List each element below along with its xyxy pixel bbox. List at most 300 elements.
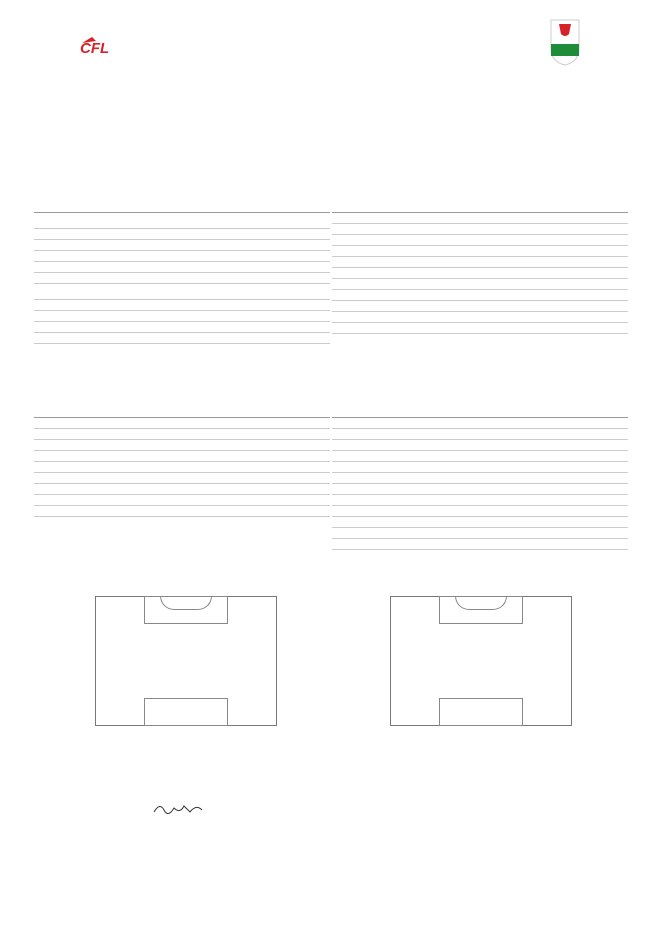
player-cell <box>277 495 298 506</box>
player-cell <box>206 229 227 240</box>
player-cell <box>526 429 575 440</box>
player-cell <box>206 462 227 473</box>
player-row <box>34 229 330 240</box>
player-row <box>332 257 628 268</box>
center-arc <box>160 596 212 610</box>
player-cell <box>355 451 383 462</box>
player-cell <box>443 279 505 290</box>
player-row <box>34 506 330 517</box>
player-cell <box>34 484 57 495</box>
player-row <box>34 462 330 473</box>
column-header <box>34 200 57 213</box>
player-cell <box>228 284 277 300</box>
player-cell <box>526 484 575 495</box>
player-cell <box>355 484 383 495</box>
player-cell <box>443 290 505 301</box>
player-cell <box>383 418 443 429</box>
player-cell <box>526 462 575 473</box>
player-cell <box>332 301 355 312</box>
player-cell <box>332 451 355 462</box>
player-cell <box>332 495 355 506</box>
player-cell <box>504 235 525 246</box>
player-cell <box>298 333 330 344</box>
player-cell <box>596 517 628 528</box>
player-cell <box>228 418 277 429</box>
player-row <box>34 473 330 484</box>
player-cell <box>443 528 505 539</box>
player-cell <box>575 224 596 235</box>
column-header <box>85 405 145 418</box>
player-cell <box>85 251 145 262</box>
player-cell <box>206 300 227 311</box>
player-cell <box>145 229 207 240</box>
column-header <box>34 405 57 418</box>
player-cell <box>596 235 628 246</box>
player-row <box>34 451 330 462</box>
player-cell <box>277 473 298 484</box>
player-row <box>34 429 330 440</box>
player-cell <box>596 528 628 539</box>
player-cell <box>355 224 383 235</box>
player-row <box>34 484 330 495</box>
player-cell <box>596 473 628 484</box>
player-cell <box>228 462 277 473</box>
player-cell <box>443 517 505 528</box>
player-cell <box>504 429 525 440</box>
player-cell <box>443 429 505 440</box>
column-header <box>596 200 628 213</box>
column-header <box>355 405 383 418</box>
player-cell <box>145 333 207 344</box>
player-cell <box>504 246 525 257</box>
column-header <box>332 405 355 418</box>
player-cell <box>228 506 277 517</box>
player-row <box>332 301 628 312</box>
player-cell <box>277 462 298 473</box>
player-cell <box>526 473 575 484</box>
player-cell <box>332 418 355 429</box>
player-cell <box>596 246 628 257</box>
player-cell <box>383 517 443 528</box>
player-cell <box>206 440 227 451</box>
player-cell <box>57 213 85 229</box>
player-cell <box>504 495 525 506</box>
player-cell <box>206 262 227 273</box>
player-cell <box>575 290 596 301</box>
player-cell <box>85 451 145 462</box>
player-cell <box>206 284 227 300</box>
player-cell <box>57 322 85 333</box>
player-cell <box>85 262 145 273</box>
player-cell <box>298 429 330 440</box>
player-cell <box>504 473 525 484</box>
player-cell <box>277 429 298 440</box>
column-header <box>57 200 85 213</box>
player-cell <box>228 495 277 506</box>
player-cell <box>526 301 575 312</box>
column-header <box>383 200 443 213</box>
player-cell <box>57 462 85 473</box>
player-cell <box>383 224 443 235</box>
player-cell <box>332 429 355 440</box>
player-cell <box>575 473 596 484</box>
player-cell <box>145 311 207 322</box>
player-cell <box>443 506 505 517</box>
player-cell <box>228 229 277 240</box>
player-cell <box>298 418 330 429</box>
player-cell <box>298 322 330 333</box>
player-cell <box>228 451 277 462</box>
player-row <box>332 213 628 224</box>
player-row <box>332 539 628 550</box>
player-cell <box>575 268 596 279</box>
player-cell <box>383 473 443 484</box>
player-cell <box>596 484 628 495</box>
player-cell <box>228 484 277 495</box>
player-cell <box>145 484 207 495</box>
player-cell <box>526 279 575 290</box>
player-cell <box>277 262 298 273</box>
player-cell <box>504 451 525 462</box>
player-cell <box>332 517 355 528</box>
home-formation-pitch <box>95 596 277 726</box>
player-cell <box>383 440 443 451</box>
player-cell <box>526 213 575 224</box>
player-row <box>34 440 330 451</box>
player-cell <box>596 440 628 451</box>
away-starting-table <box>332 200 628 334</box>
player-cell <box>57 429 85 440</box>
player-cell <box>277 451 298 462</box>
svg-text:CFL: CFL <box>80 40 110 57</box>
home-subs-table <box>34 405 330 517</box>
player-cell <box>34 251 57 262</box>
player-cell <box>443 473 505 484</box>
player-cell <box>228 300 277 311</box>
column-header <box>575 405 596 418</box>
player-cell <box>355 473 383 484</box>
player-cell <box>383 539 443 550</box>
player-cell <box>355 418 383 429</box>
player-cell <box>34 462 57 473</box>
player-row <box>34 418 330 429</box>
player-row <box>332 235 628 246</box>
player-cell <box>355 539 383 550</box>
player-cell <box>596 224 628 235</box>
player-row <box>332 312 628 323</box>
player-cell <box>575 312 596 323</box>
player-cell <box>277 322 298 333</box>
player-cell <box>57 418 85 429</box>
player-cell <box>145 451 207 462</box>
player-cell <box>575 213 596 224</box>
player-cell <box>383 323 443 334</box>
player-cell <box>206 251 227 262</box>
player-cell <box>526 528 575 539</box>
player-cell <box>575 517 596 528</box>
player-cell <box>145 418 207 429</box>
player-cell <box>504 539 525 550</box>
player-cell <box>145 240 207 251</box>
player-row <box>332 440 628 451</box>
player-cell <box>383 312 443 323</box>
player-cell <box>443 539 505 550</box>
player-cell <box>85 273 145 284</box>
player-cell <box>85 506 145 517</box>
player-cell <box>57 506 85 517</box>
player-cell <box>57 311 85 322</box>
player-cell <box>298 473 330 484</box>
player-cell <box>526 517 575 528</box>
penalty-box <box>439 698 523 726</box>
player-cell <box>355 279 383 290</box>
player-cell <box>596 462 628 473</box>
player-row <box>332 473 628 484</box>
player-cell <box>34 273 57 284</box>
column-header <box>145 200 207 213</box>
player-cell <box>57 484 85 495</box>
player-cell <box>298 506 330 517</box>
player-cell <box>332 246 355 257</box>
column-header <box>228 405 277 418</box>
player-cell <box>575 323 596 334</box>
player-cell <box>85 429 145 440</box>
player-cell <box>228 262 277 273</box>
player-cell <box>332 462 355 473</box>
player-cell <box>355 290 383 301</box>
player-row <box>34 300 330 311</box>
player-cell <box>277 484 298 495</box>
player-cell <box>145 213 207 229</box>
player-cell <box>443 451 505 462</box>
player-cell <box>383 268 443 279</box>
player-cell <box>504 290 525 301</box>
player-row <box>34 495 330 506</box>
column-header <box>355 200 383 213</box>
player-cell <box>277 333 298 344</box>
player-cell <box>277 311 298 322</box>
player-cell <box>277 506 298 517</box>
column-header <box>298 405 330 418</box>
player-cell <box>145 462 207 473</box>
player-cell <box>57 440 85 451</box>
player-cell <box>34 506 57 517</box>
player-cell <box>355 517 383 528</box>
player-cell <box>85 495 145 506</box>
player-cell <box>504 257 525 268</box>
player-row <box>332 290 628 301</box>
officials-grid <box>40 111 630 159</box>
player-row <box>332 246 628 257</box>
player-cell <box>504 323 525 334</box>
player-cell <box>85 418 145 429</box>
player-cell <box>355 257 383 268</box>
player-cell <box>575 462 596 473</box>
player-cell <box>596 268 628 279</box>
column-header <box>277 405 298 418</box>
player-cell <box>575 495 596 506</box>
player-cell <box>332 312 355 323</box>
penalty-box <box>144 698 228 726</box>
player-cell <box>34 495 57 506</box>
player-cell <box>85 473 145 484</box>
player-cell <box>206 213 227 229</box>
player-cell <box>596 539 628 550</box>
league-cup-logo <box>545 18 585 66</box>
column-header <box>206 405 227 418</box>
player-cell <box>504 224 525 235</box>
player-cell <box>575 418 596 429</box>
player-cell <box>575 235 596 246</box>
player-cell <box>526 440 575 451</box>
player-cell <box>277 240 298 251</box>
player-cell <box>355 429 383 440</box>
player-cell <box>575 429 596 440</box>
player-cell <box>332 484 355 495</box>
player-cell <box>504 279 525 290</box>
player-cell <box>355 268 383 279</box>
player-cell <box>228 311 277 322</box>
player-cell <box>57 451 85 462</box>
player-cell <box>443 418 505 429</box>
player-cell <box>34 473 57 484</box>
player-cell <box>85 440 145 451</box>
player-cell <box>145 429 207 440</box>
player-cell <box>332 539 355 550</box>
player-cell <box>526 235 575 246</box>
player-cell <box>575 539 596 550</box>
player-cell <box>355 235 383 246</box>
player-cell <box>277 284 298 300</box>
player-cell <box>443 440 505 451</box>
player-cell <box>206 273 227 284</box>
player-cell <box>526 290 575 301</box>
player-cell <box>596 279 628 290</box>
column-header <box>443 200 505 213</box>
player-row <box>332 506 628 517</box>
player-cell <box>145 251 207 262</box>
player-cell <box>504 528 525 539</box>
player-cell <box>355 246 383 257</box>
player-cell <box>383 279 443 290</box>
player-row <box>332 495 628 506</box>
player-cell <box>34 240 57 251</box>
player-cell <box>526 506 575 517</box>
player-cell <box>504 506 525 517</box>
player-cell <box>332 440 355 451</box>
player-cell <box>298 240 330 251</box>
player-cell <box>332 290 355 301</box>
player-cell <box>57 273 85 284</box>
column-header <box>526 405 575 418</box>
player-cell <box>206 484 227 495</box>
player-cell <box>34 451 57 462</box>
player-cell <box>575 257 596 268</box>
player-cell <box>57 262 85 273</box>
player-cell <box>526 418 575 429</box>
column-header <box>504 405 525 418</box>
player-cell <box>85 333 145 344</box>
player-cell <box>383 246 443 257</box>
player-cell <box>298 440 330 451</box>
player-cell <box>277 229 298 240</box>
player-cell <box>575 246 596 257</box>
player-row <box>332 323 628 334</box>
player-cell <box>145 262 207 273</box>
player-cell <box>85 484 145 495</box>
player-cell <box>206 451 227 462</box>
player-cell <box>206 333 227 344</box>
player-cell <box>34 284 57 300</box>
player-row <box>34 322 330 333</box>
player-cell <box>277 273 298 284</box>
player-cell <box>526 451 575 462</box>
player-cell <box>575 301 596 312</box>
player-cell <box>526 246 575 257</box>
player-cell <box>57 473 85 484</box>
player-cell <box>504 484 525 495</box>
player-cell <box>145 322 207 333</box>
column-header <box>332 200 355 213</box>
player-cell <box>443 224 505 235</box>
player-row <box>34 333 330 344</box>
player-cell <box>34 213 57 229</box>
player-row <box>332 429 628 440</box>
player-cell <box>443 462 505 473</box>
player-cell <box>596 418 628 429</box>
player-cell <box>443 213 505 224</box>
column-header <box>383 405 443 418</box>
player-cell <box>206 322 227 333</box>
player-cell <box>145 495 207 506</box>
player-cell <box>206 311 227 322</box>
player-cell <box>206 429 227 440</box>
player-cell <box>504 213 525 224</box>
player-cell <box>383 506 443 517</box>
player-cell <box>34 262 57 273</box>
player-cell <box>383 257 443 268</box>
player-cell <box>298 273 330 284</box>
player-cell <box>355 528 383 539</box>
column-header <box>443 405 505 418</box>
player-cell <box>504 517 525 528</box>
player-row <box>332 484 628 495</box>
player-cell <box>34 429 57 440</box>
player-cell <box>526 495 575 506</box>
player-cell <box>206 506 227 517</box>
player-cell <box>443 495 505 506</box>
player-cell <box>526 224 575 235</box>
player-cell <box>596 312 628 323</box>
player-cell <box>332 224 355 235</box>
column-header <box>85 200 145 213</box>
player-cell <box>57 300 85 311</box>
player-cell <box>355 323 383 334</box>
player-row <box>34 251 330 262</box>
player-cell <box>34 311 57 322</box>
player-row <box>34 273 330 284</box>
player-cell <box>85 300 145 311</box>
player-cell <box>228 273 277 284</box>
column-header <box>228 200 277 213</box>
player-cell <box>34 300 57 311</box>
player-cell <box>383 290 443 301</box>
player-cell <box>57 495 85 506</box>
player-cell <box>228 213 277 229</box>
player-cell <box>206 240 227 251</box>
center-arc <box>455 596 507 610</box>
player-cell <box>34 418 57 429</box>
